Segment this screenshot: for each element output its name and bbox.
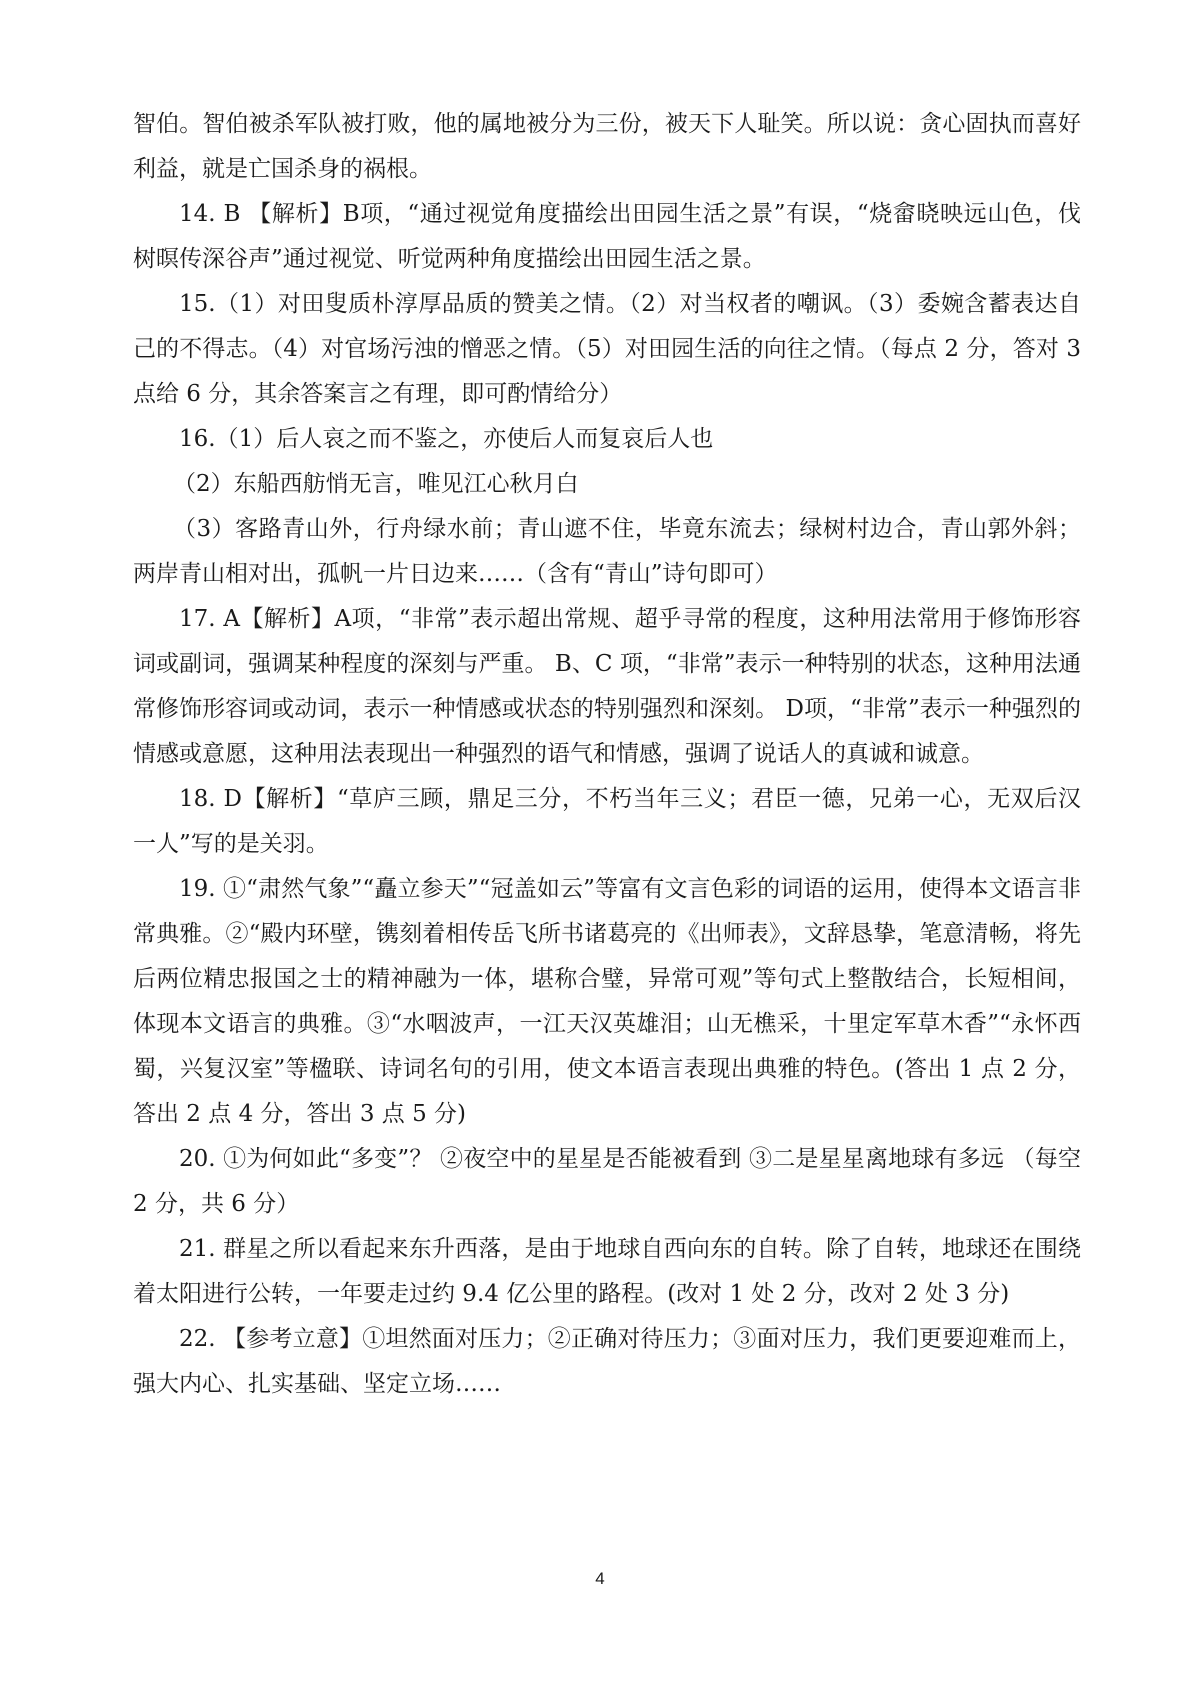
answer-15: 15.（1）对田叟质朴淳厚品质的赞美之情。（2）对当权者的嘲讽。（3）委婉含蓄表达自己的不得志。（4）对官场污浊的憎恶之情。（5）对田园生活的向往之情。（每点 2 分，答对 3 点给 6 分，其余答案言之有理，即可酌情给分） bbox=[133, 291, 1081, 407]
answer-20: 20. ①为何如此“多变”？ ②夜空中的星星是否能被看到 ③二是星星离地球有多远 （每空 2 分，共 6 分） bbox=[133, 1146, 1081, 1217]
answer-16-part-1: 16.（1）后人哀之而不鉴之，亦使后人而复哀后人也 bbox=[179, 426, 714, 452]
page-number: 4 bbox=[595, 1569, 605, 1588]
answer-key-body bbox=[133, 102, 1081, 1407]
answer-21: 21. 群星之所以看起来东升西落，是由于地球自西向东的自转。除了自转，地球还在围绕着太阳进行公转，一年要走过约 9.4 亿公里的路程。(改对 1 处 2 分，改对 2 处 3 分) bbox=[133, 1236, 1081, 1307]
answer-17: 17. A【解析】A项，“非常”表示超出常规、超乎寻常的程度，这种用法常用于修饰形容词或副词，强调某种程度的深刻与严重。 B、C 项，“非常”表示一种特别的状态，这种用法通常修饰形容词或动词，表示一种情感或状态的特别强烈和深刻。 D项，“非常”表示一种强烈的情感或意愿，这种用法表现出一种强烈的语气和情感，强调了说话人的真诚和诚意。 bbox=[133, 606, 1081, 767]
answer-19: 19. ①“肃然气象”“矗立参天”“冠盖如云”等富有文言色彩的词语的运用，使得本文语言非常典雅。②“殿内环壁，镌刻着相传岳飞所书诸葛亮的《出师表》，文辞恳挚，笔意清畅，将先后两位精忠报国之士的精神融为一体，堪称合璧，异常可观”等句式上整散结合，长短相间，体现本文语言的典雅。③“水咽波声，一江天汉英雄泪；山无樵采，十里定军草木香”“永怀西蜀，兴复汉室”等楹联、诗词名句的引用，使文本语言表现出典雅的特色。(答出 1 点 2 分，答出 2 点 4 分，答出 3 点 5 分) bbox=[133, 876, 1081, 1127]
answer-18: 18. D【解析】“草庐三顾，鼎足三分，不朽当年三义；君臣一德，兄弟一心，无双后汉一人”写的是关羽。 bbox=[133, 786, 1081, 857]
paragraph-translation-continuation: 智伯。智伯被杀军队被打败，他的属地被分为三份，被天下人耻笑。所以说：贪心固执而喜好利益，就是亡国杀身的祸根。 bbox=[133, 111, 1081, 182]
answer-16-part-3: （3）客路青山外，行舟绿水前；青山遮不住，毕竟东流去；绿树村边合，青山郭外斜； 两岸青山相对出，孤帆一片日边来……（含有“青山”诗句即可） bbox=[133, 516, 1081, 587]
answer-22: 22. 【参考立意】①坦然面对压力；②正确对待压力；③面对压力，我们更要迎难而上，强大内心、扎实基础、坚定立场…… bbox=[133, 1326, 1081, 1397]
answer-14: 14. B 【解析】B项，“通过视觉角度描绘出田园生活之景”有误，“烧畲晓映远山色，伐树暝传深谷声”通过视觉、听觉两种角度描绘出田园生活之景。 bbox=[133, 201, 1081, 272]
answer-16-part-2: （2）东船西舫悄无言，唯见江心秋月白 bbox=[173, 471, 579, 497]
